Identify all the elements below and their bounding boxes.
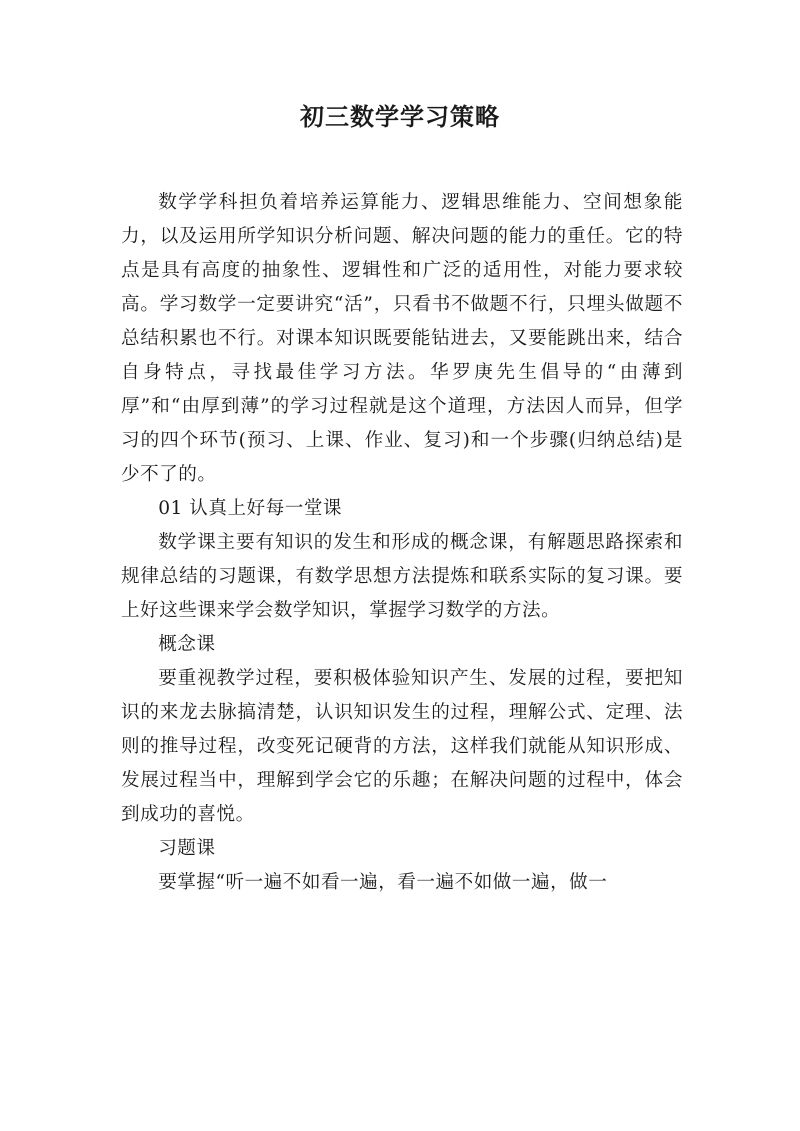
document-title: 初三数学学习策略 <box>300 103 500 131</box>
section-paragraph: 数学课主要有知识的发生和形成的概念课，有解题思路探索和规律总结的习题课，有数学思想方法提炼和联系实际的复习课。要上好这些课来学会数学知识，掌握学习数学的方法。 <box>121 532 683 621</box>
intro-paragraph: 数学学科担负着培养运算能力、逻辑思维能力、空间想象能力，以及运用所学知识分析问题、解决问题的能力的重任。它的特点是具有高度的抽象性、逻辑性和广泛的适用性，对能力要求较高。学习数学一定要讲究“活”，只看书不做题不行，只埋头做题不总结积累也不行。对课本知识既要能钻进去，又要能跳出来，结合自身特点，寻找最佳学习方法。华罗庚先生倡导的“由薄到厚”和“由厚到薄”的学习过程就是这个道理，方法因人而异，但学习的四个环节(预习、上课、作业、复习)和一个步骤(归纳总结)是少不了的。 <box>121 192 683 485</box>
subheading-exercise-class: 习题课 <box>158 838 216 859</box>
exercise-class-paragraph: 要掌握“听一遍不如看一遍，看一遍不如做一遍，做一 <box>158 872 608 893</box>
document-body <box>121 186 683 900</box>
concept-class-paragraph: 要重视教学过程，要积极体验知识产生、发展的过程，要把知识的来龙去脉搞清楚，认识知识发生的过程，理解公式、定理、法则的推导过程，改变死记硬背的方法，这样我们就能从知识形成、发展过程当中，理解到学会它的乐趣；在解决问题的过程中，体会到成功的喜悦。 <box>121 668 683 825</box>
section-heading-01: 01 认真上好每一堂课 <box>158 498 343 519</box>
subheading-concept-class: 概念课 <box>158 634 216 655</box>
